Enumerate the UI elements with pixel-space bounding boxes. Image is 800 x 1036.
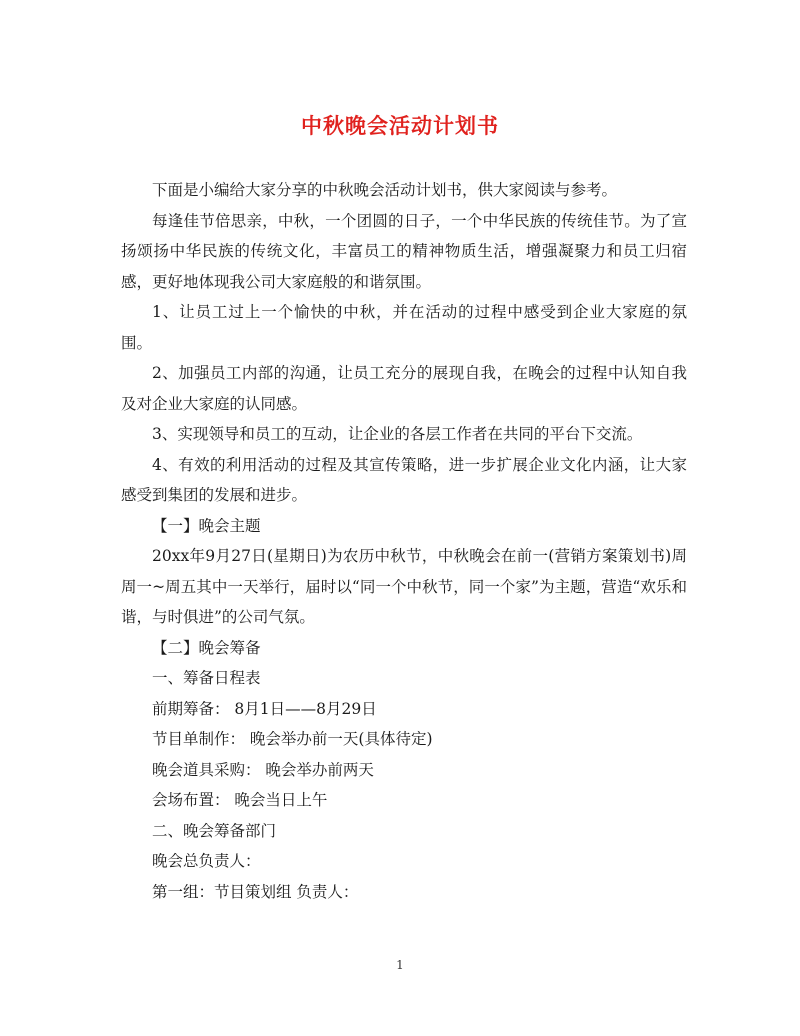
background-paragraph: 每逢佳节倍思亲，中秋，一个团圆的日子，一个中华民族的传统佳节。为了宣扬颂扬中华民族的传统文化，丰富员工的精神物质生活，增强凝聚力和员工归宿感，更好地体现我公司大家庭般的和谐氛围。 (121, 211, 687, 291)
schedule-item: 前期筹备： 8月1日——8月29日 (152, 699, 377, 718)
document-body (121, 175, 687, 907)
theme-paragraph: 20xx年9月27日(星期日)为农历中秋节，中秋晚会在前一(营销方案策划书)周周一~周五其中一天举行，届时以“同一个中秋节，同一个家”为主题，营造“欢乐和谐，与时俱进”的公司气氛。 (121, 547, 687, 626)
goal-item-2: 2、加强员工内部的沟通，让员工充分的展现自我，在晚会的过程中认知自我及对企业大家庭的认同感。 (121, 364, 687, 413)
page-number: 1 (396, 958, 404, 972)
schedule-item: 晚会道具采购： 晚会举办前两天 (152, 760, 374, 779)
department-item: 第一组：节目策划组 负责人： (152, 882, 359, 901)
section-heading-preparation: 【二】晚会筹备 (152, 638, 261, 657)
section-heading-theme: 【一】晚会主题 (152, 516, 261, 535)
schedule-item: 会场布置： 晚会当日上午 (152, 791, 328, 809)
document-title: 中秋晚会活动计划书 (301, 113, 499, 138)
schedule-item: 节目单制作： 晚会举办前一天(具体待定) (152, 730, 433, 748)
department-item: 晚会总负责人： (152, 852, 261, 870)
schedule-heading: 一、筹备日程表 (152, 669, 261, 687)
goal-item-1: 1、让员工过上一个愉快的中秋，并在活动的过程中感受到企业大家庭的氛围。 (121, 303, 687, 352)
goal-item-4: 4、有效的利用活动的过程及其宣传策略，进一步扩展企业文化内涵，让大家感受到集团的发展和进步。 (121, 455, 687, 504)
goal-item-3: 3、实现领导和员工的互动，让企业的各层工作者在共同的平台下交流。 (152, 425, 643, 443)
departments-heading: 二、晚会筹备部门 (152, 821, 277, 840)
intro-paragraph: 下面是小编给大家分享的中秋晚会活动计划书，供大家阅读与参考。 (152, 181, 618, 199)
